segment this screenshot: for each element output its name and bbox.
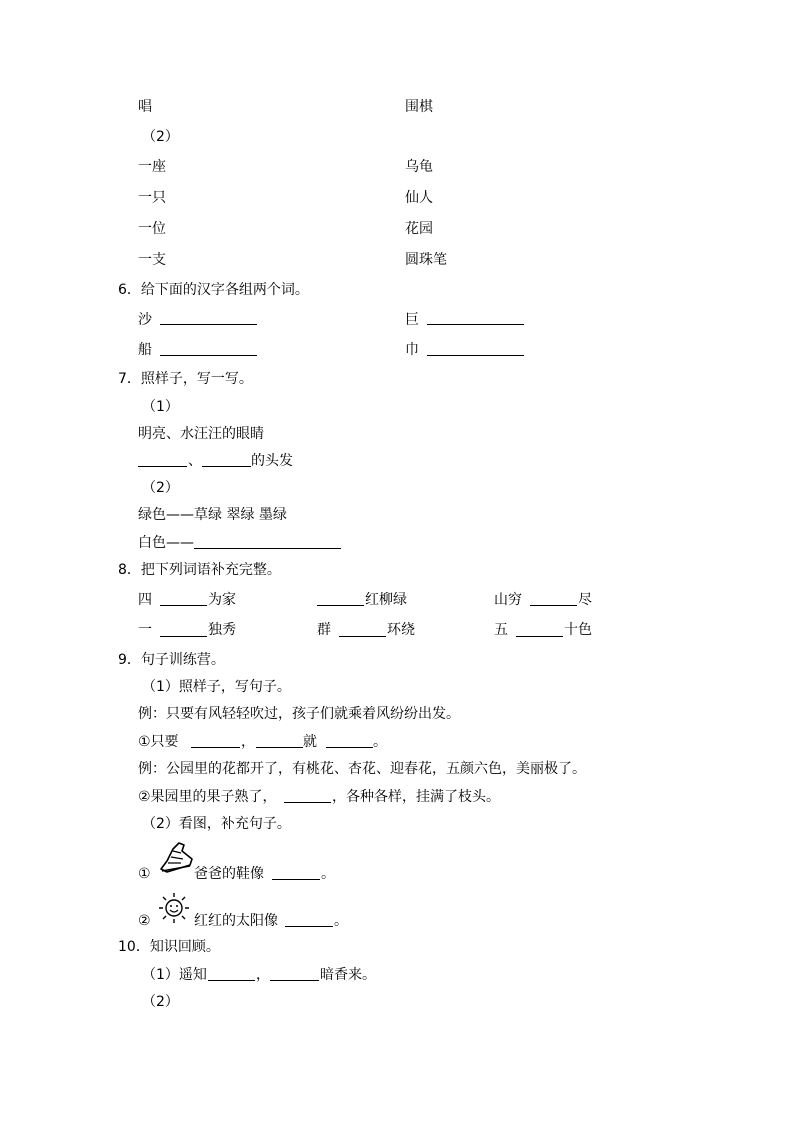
noun-4: 圆珠笔 [405, 252, 447, 268]
noun-2: 仙人 [405, 190, 433, 206]
q9-line-1-blank-3[interactable] [326, 747, 373, 748]
q6-char-chuan: 船 [138, 342, 152, 358]
q8-r1c3-suffix: 尽 [578, 592, 592, 608]
q9-item-1-number: ① [138, 866, 151, 882]
measure-word-3: 一位 [138, 221, 166, 237]
question-8-title: 8．把下列词语补充完整。 [118, 562, 281, 578]
q8-r2c3-prefix: 五 [494, 622, 508, 638]
q9-section-1: （1）照样子，写句子。 [142, 679, 291, 695]
q9-example-2: 例：公园里的花都开了，有桃花、杏花、迎春花，五颜六色，美丽极了。 [138, 761, 586, 777]
shoe-icon [157, 839, 195, 875]
q9-sun-sentence: 红红的太阳像 [194, 913, 278, 929]
part-2-label: （2） [142, 129, 179, 145]
q7-prompt-2: 白色—— [138, 535, 194, 551]
q9-line-2-b: ，各种各样，挂满了枝头。 [332, 789, 500, 805]
q7-example-1: 明亮、水汪汪的眼睛 [138, 426, 264, 442]
q8-r2c1-blank[interactable] [160, 636, 207, 637]
noun-1: 乌龟 [405, 159, 433, 175]
q6-answer-blank-2[interactable] [427, 324, 524, 325]
q9-sun-end: 。 [334, 913, 348, 929]
q9-line-1-blank-1[interactable] [191, 747, 240, 748]
q6-char-sha: 沙 [138, 312, 152, 328]
q7-part-1-label: （1） [142, 399, 179, 415]
q9-item-2-number: ② [138, 913, 151, 929]
q8-r1c1-suffix: 为家 [208, 592, 236, 608]
q6-answer-blank-1[interactable] [160, 324, 257, 325]
question-10-title: 10．知识回顾。 [118, 939, 220, 955]
q10-blank-2[interactable] [270, 980, 319, 981]
q7-blank-3[interactable] [194, 548, 341, 549]
q8-r2c2-prefix: 群 [317, 622, 331, 638]
q9-line-2-blank[interactable] [284, 802, 331, 803]
q9-example-1: 例：只要有风轻轻吹过，孩子们就乘着风纷纷出发。 [138, 706, 460, 722]
q9-shoe-end: 。 [321, 866, 335, 882]
q9-line-1-b: ， [241, 734, 255, 750]
q8-r2c1-suffix: 独秀 [208, 622, 236, 638]
measure-word-1: 一座 [138, 159, 166, 175]
q7-separator: 、 [188, 453, 202, 469]
q8-r2c3-blank[interactable] [516, 636, 563, 637]
q6-char-jin: 巾 [405, 342, 419, 358]
q9-line-2-a: ②果园里的果子熟了， [138, 789, 277, 805]
q9-shoe-sentence: 爸爸的鞋像 [194, 866, 264, 882]
q7-blank-2[interactable] [202, 466, 251, 467]
q7-part-2-label: （2） [142, 480, 179, 496]
word-sing: 唱 [138, 99, 152, 115]
word-weiqi: 围棋 [405, 99, 433, 115]
question-7-title: 7．照样子，写一写。 [118, 371, 253, 387]
q9-section-2: （2）看图，补充句子。 [142, 816, 291, 832]
measure-word-4: 一支 [138, 252, 166, 268]
q6-answer-blank-3[interactable] [160, 355, 257, 356]
q8-r1c2-suffix: 红柳绿 [365, 592, 407, 608]
q9-line-1-d: 。 [373, 734, 387, 750]
measure-word-2: 一只 [138, 190, 166, 206]
noun-3: 花园 [405, 221, 433, 237]
q9-sun-blank[interactable] [285, 926, 333, 927]
q8-r2c2-blank[interactable] [339, 636, 386, 637]
question-9-title: 9．句子训练营。 [118, 652, 225, 668]
q8-r2c3-suffix: 十色 [564, 622, 592, 638]
q10-line-1-a: （1）遥知 [142, 967, 207, 983]
q8-r1c2-blank[interactable] [317, 605, 364, 606]
q10-line-1-b: ， [256, 967, 270, 983]
q8-r1c3-prefix: 山穷 [494, 592, 522, 608]
q8-r2c1-prefix: 一 [138, 622, 152, 638]
q8-r1c1-blank[interactable] [160, 605, 207, 606]
q9-line-1-c: 就 [303, 734, 317, 750]
q10-line-1-c: 暗香来。 [320, 967, 376, 983]
sun-icon [157, 891, 191, 925]
q9-line-1-blank-2[interactable] [256, 747, 303, 748]
question-6-title: 6．给下面的汉字各组两个词。 [118, 282, 309, 298]
q9-line-1-a: ①只要 [138, 734, 179, 750]
q10-part-2-label: （2） [142, 994, 179, 1010]
q9-shoe-blank[interactable] [272, 879, 320, 880]
q8-r1c1-prefix: 四 [138, 592, 152, 608]
q10-blank-1[interactable] [208, 980, 255, 981]
q6-char-ju: 巨 [405, 312, 419, 328]
q7-blank-1[interactable] [138, 466, 187, 467]
q8-r1c3-blank[interactable] [530, 605, 577, 606]
q6-answer-blank-4[interactable] [427, 355, 524, 356]
q7-example-2: 绿色——草绿 翠绿 墨绿 [138, 507, 287, 523]
q7-tail-1: 的头发 [251, 453, 293, 469]
q8-r2c2-suffix: 环绕 [387, 622, 415, 638]
